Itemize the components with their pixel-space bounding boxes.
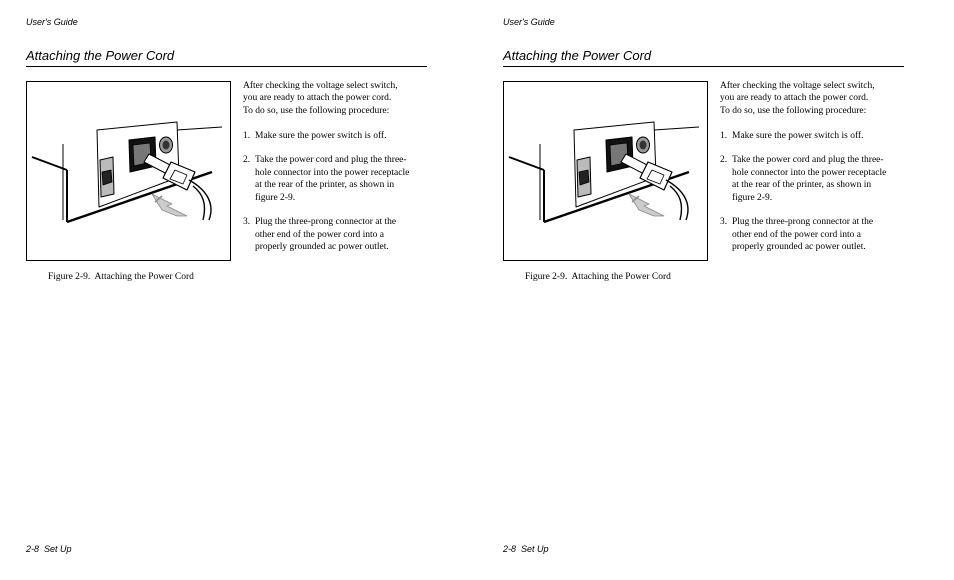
step-3 <box>720 216 915 253</box>
intro-paragraph <box>243 80 438 117</box>
step-number: 2. <box>243 155 251 166</box>
step-line: Take the power cord and plug the three- <box>255 155 407 166</box>
power-cord-illustration <box>503 81 708 261</box>
intro-paragraph <box>720 80 915 117</box>
figure-caption: Figure 2-9. Attaching the Power Cord <box>48 272 194 282</box>
section-title: Attaching the Power Cord <box>503 48 652 63</box>
step-line: other end of the power cord into a <box>255 229 384 240</box>
step-number: 2. <box>720 155 728 166</box>
running-header: User's Guide <box>26 17 78 27</box>
step-line: Plug the three-prong connector at the <box>255 217 397 228</box>
procedure-steps <box>720 130 915 254</box>
procedure-text <box>720 80 915 266</box>
step-line: hole connector into the power receptacle <box>255 167 410 178</box>
intro-line: you are ready to attach the power cord. <box>243 93 392 104</box>
step-line: other end of the power cord into a <box>732 229 861 240</box>
step-number: 1. <box>243 130 251 141</box>
step-line: hole connector into the power receptacle <box>732 167 887 178</box>
procedure-text <box>243 80 438 266</box>
step-3 <box>243 216 438 253</box>
page-footer: 2-8 Set Up <box>503 544 549 554</box>
intro-line: To do so, use the following procedure: <box>720 105 867 116</box>
right-page <box>477 0 954 580</box>
title-rule <box>26 66 427 67</box>
procedure-steps <box>243 130 438 254</box>
step-line: Plug the three-prong connector at the <box>732 217 874 228</box>
step-1 <box>720 130 915 142</box>
intro-line: To do so, use the following procedure: <box>243 105 390 116</box>
step-1 <box>243 130 438 142</box>
step-number: 1. <box>720 130 728 141</box>
step-2 <box>243 154 438 204</box>
step-line: properly grounded ac power outlet. <box>732 242 866 253</box>
figure-caption: Figure 2-9. Attaching the Power Cord <box>525 272 671 282</box>
step-line: Make sure the power switch is off. <box>255 130 387 141</box>
intro-line: After checking the voltage select switch, <box>243 81 398 91</box>
step-line: properly grounded ac power outlet. <box>255 242 389 253</box>
section-title: Attaching the Power Cord <box>26 48 175 63</box>
step-line: figure 2-9. <box>732 192 773 203</box>
intro-line: you are ready to attach the power cord. <box>720 93 869 104</box>
step-line: Take the power cord and plug the three- <box>732 155 884 166</box>
step-number: 3. <box>720 217 728 228</box>
step-line: at the rear of the printer, as shown in <box>255 180 395 191</box>
step-line: at the rear of the printer, as shown in <box>732 180 872 191</box>
page-footer: 2-8 Set Up <box>26 544 72 554</box>
title-rule <box>503 66 904 67</box>
intro-line: After checking the voltage select switch, <box>720 81 875 91</box>
step-2 <box>720 154 915 204</box>
step-number: 3. <box>243 217 251 228</box>
power-cord-illustration <box>26 81 231 261</box>
step-line: Make sure the power switch is off. <box>732 130 864 141</box>
step-line: figure 2-9. <box>255 192 296 203</box>
running-header: User's Guide <box>503 17 555 27</box>
